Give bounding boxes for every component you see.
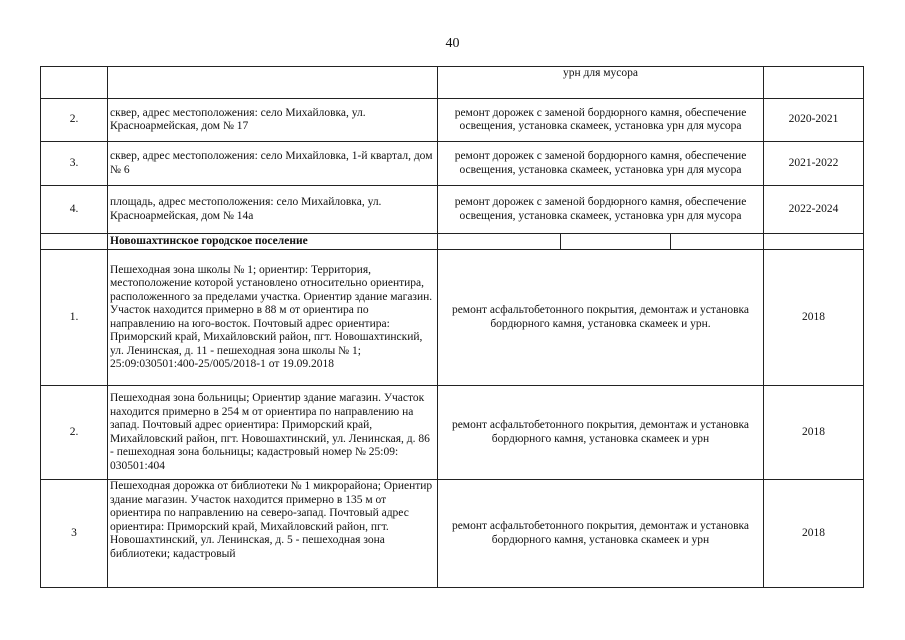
row-number-cell: 2. (41, 99, 108, 142)
section-subcell (438, 234, 560, 249)
work-cell: ремонт асфальтобетонного покрытия, демонтаж и установка бордюрного камня, установка скамеек и урн. (438, 250, 764, 386)
location-cell: сквер, адрес местоположения: село Михайловка, ул. Красноармейская, дом № 17 (108, 99, 438, 142)
year-cell (764, 67, 864, 99)
location-cell: Пешеходная дорожка от библиотеки № 1 микрорайона; Ориентир здание магазин. Участок находится примерно в 135 м от ориентира по направлению на северо-запад. Почтовый адрес ориентира: Приморский край, Михайловский район, пгт. Новошахтинский, ул. Ленинская, д. 5 - пешеходная зона библиотеки; кадастровый (108, 480, 438, 588)
work-cell: ремонт дорожек с заменой бордюрного камня, обеспечение освещения, установка скамеек, установка урн для мусора (438, 142, 764, 186)
year-cell: 2022-2024 (764, 186, 864, 234)
table-row (41, 386, 864, 480)
location-cell: Пешеходная зона школы № 1; ориентир: Территория, местоположение которой установлено относительно ориентира, расположенного за пределами участка. Ориентир здание магазин. Участок находится примерно в 88 м от ориентира по направлению на юго-восток. Почтовый адрес ориентира: Приморский край, Михайловский район, пгт. Новошахтинский, ул. Ленинская, д. 11 - пешеходная зона школы № 1; 25:09:030501:400-25/005/2018-1 от 19.09.2018 (108, 250, 438, 386)
section-subcell (560, 234, 670, 249)
improvement-objects-table (40, 66, 864, 588)
table-row (41, 186, 864, 234)
row-number-cell (41, 67, 108, 99)
table-row (41, 480, 864, 588)
year-cell: 2018 (764, 250, 864, 386)
section-title: Новошахтинское городское поселение (108, 234, 438, 250)
work-cell: ремонт асфальтобетонного покрытия, демонтаж и установка бордюрного камня, установка скамеек и урн (438, 480, 764, 588)
section-subcells (438, 234, 763, 249)
work-cell: ремонт дорожек с заменой бордюрного камня, обеспечение освещения, установка скамеек, установка урн для мусора (438, 186, 764, 234)
table-row (41, 99, 864, 142)
year-cell: 2021-2022 (764, 142, 864, 186)
location-cell: Пешеходная зона больницы; Ориентир здание магазин. Участок находится примерно в 254 м от ориентира по направлению на запад. Почтовый адрес ориентира: Приморский край, Михайловский район, пгт. Новошахтинский, ул. Ленинская, д. 86 - пешеходная зона больницы; кадастровый номер № 25:09: 030501:404 (108, 386, 438, 480)
year-cell: 2018 (764, 386, 864, 480)
work-cell: ремонт асфальтобетонного покрытия, демонтаж и установка бордюрного камня, установка скамеек и урн (438, 386, 764, 480)
table-row (41, 250, 864, 386)
year-cell: 2018 (764, 480, 864, 588)
section-subcell (670, 234, 763, 249)
work-cell: урн для мусора (438, 67, 764, 99)
row-number-cell: 2. (41, 386, 108, 480)
section-work-cell (438, 234, 764, 250)
row-number-cell: 4. (41, 186, 108, 234)
year-cell: 2020-2021 (764, 99, 864, 142)
section-year-cell (764, 234, 864, 250)
location-cell (108, 67, 438, 99)
row-number-cell: 3. (41, 142, 108, 186)
row-number-cell: 3 (41, 480, 108, 588)
section-header-row (41, 234, 864, 250)
table-row (41, 142, 864, 186)
table-row (41, 67, 864, 99)
location-cell: сквер, адрес местоположения: село Михайловка, 1-й квартал, дом № 6 (108, 142, 438, 186)
section-number-cell (41, 234, 108, 250)
page-number: 40 (445, 36, 460, 51)
row-number-cell: 1. (41, 250, 108, 386)
work-cell: ремонт дорожек с заменой бордюрного камня, обеспечение освещения, установка скамеек, установка урн для мусора (438, 99, 764, 142)
location-cell: площадь, адрес местоположения: село Михайловка, ул. Красноармейская, дом № 14а (108, 186, 438, 234)
